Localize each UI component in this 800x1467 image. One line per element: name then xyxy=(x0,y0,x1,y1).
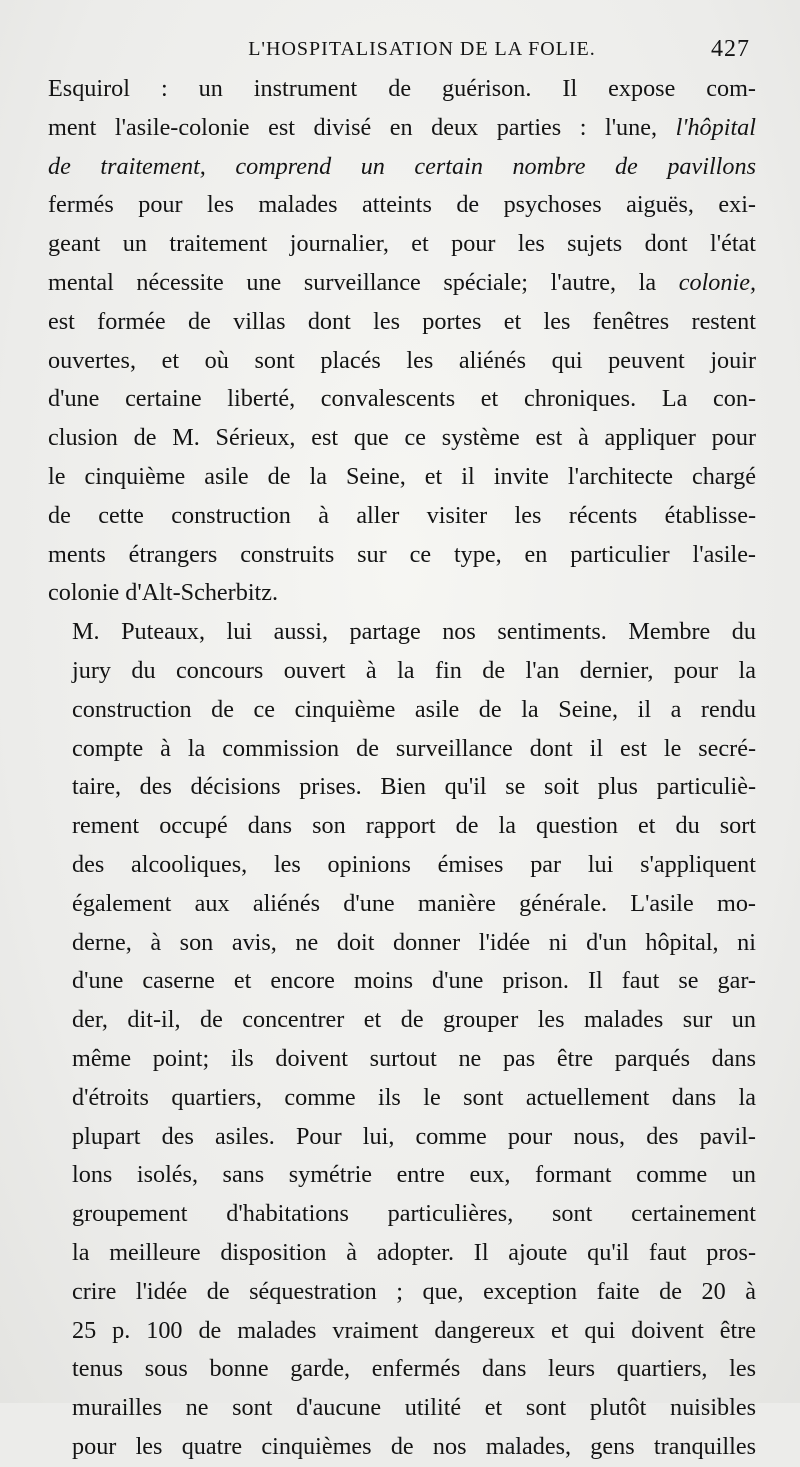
text-line: tenus sous bonne garde, enfermés dans leurs quartiers, les xyxy=(72,1355,756,1383)
paragraph-2 xyxy=(48,613,756,1467)
text-line: geant un traitement journalier, et pour les sujets dont l'état xyxy=(48,230,756,258)
text-line: fermés pour les malades atteints de psychoses aiguës, exi- xyxy=(48,191,756,219)
running-title: L'HOSPITALISATION DE LA FOLIE. xyxy=(248,38,596,60)
text-line xyxy=(48,264,756,303)
text-line: der, dit-il, de concentrer et de grouper les malades sur un xyxy=(72,1006,756,1034)
text-line: la meilleure disposition à adopter. Il ajoute qu'il faut pros- xyxy=(72,1238,756,1266)
text-line: colonie d'Alt-Scherbitz. xyxy=(48,579,279,607)
text-line: plupart des asiles. Pour lui, comme pour nous, des pavil- xyxy=(72,1122,756,1150)
text-line: construction de ce cinquième asile de la Seine, il a rendu xyxy=(72,695,756,723)
text-line: même point; ils doivent surtout ne pas être parqués dans xyxy=(72,1044,756,1072)
text-line: M. Puteaux, lui aussi, partage nos sentiments. Membre du xyxy=(72,618,756,646)
text-line: d'une caserne et encore moins d'une prison. Il faut se gar- xyxy=(72,967,756,995)
text-line: également aux aliénés d'une manière générale. L'asile mo- xyxy=(72,889,756,917)
text-line: est formée de villas dont les portes et les fenêtres restent xyxy=(48,307,756,335)
text-line: pour les quatre cinquièmes de nos malades, gens tranquilles xyxy=(72,1432,756,1460)
italic-term: colonie, xyxy=(678,268,756,296)
italic-term: l'hôpital xyxy=(675,113,756,141)
text-line: clusion de M. Sérieux, est que ce système est à appliquer pour xyxy=(48,424,756,452)
text-line: crire l'idée de séquestration ; que, exception faite de 20 à xyxy=(72,1277,756,1305)
text-line xyxy=(48,148,756,187)
text-line: rement occupé dans son rapport de la question et du sort xyxy=(72,812,756,840)
text-line: ouvertes, et où sont placés les aliénés qui peuvent jouir xyxy=(48,346,756,374)
italic-term: traitement, comprend un certain nombre de pavillons xyxy=(100,152,757,180)
text-segment: ment l'asile-colonie est divisé en deux parties : l'une, xyxy=(48,113,676,141)
text-line: compte à la commission de surveillance dont il est le secré- xyxy=(72,734,756,762)
text-line: jury du concours ouvert à la fin de l'an dernier, pour la xyxy=(72,656,756,684)
text-line: murailles ne sont d'aucune utilité et sont plutôt nuisibles xyxy=(72,1394,756,1422)
text-line: 25 p. 100 de malades vraiment dangereux et qui doivent être xyxy=(72,1316,756,1344)
text-line: d'une certaine liberté, convalescents et chroniques. La con- xyxy=(48,385,756,413)
text-line: ments étrangers construits sur ce type, en particulier l'asile- xyxy=(48,540,756,568)
text-line: taire, des décisions prises. Bien qu'il se soit plus particuliè- xyxy=(72,773,756,801)
text-line: groupement d'habitations particulières, sont certainement xyxy=(72,1200,756,1228)
text-line xyxy=(48,109,756,148)
text-segment: mental nécessite une surveillance spéciale; l'autre, la xyxy=(48,268,679,296)
running-head xyxy=(48,30,756,70)
text-line: des alcooliques, les opinions émises par lui s'appliquent xyxy=(72,850,756,878)
body-text xyxy=(48,70,756,1467)
text-line: derne, à son avis, ne doit donner l'idée ni d'un hôpital, ni xyxy=(72,928,756,956)
text-line: de cette construction à aller visiter les récents établisse- xyxy=(48,501,756,529)
paragraph-1 xyxy=(48,70,756,613)
text-line: le cinquième asile de la Seine, et il invite l'architecte chargé xyxy=(48,462,756,490)
text-line: Esquirol : un instrument de guérison. Il expose com- xyxy=(48,75,756,102)
text-line: lons isolés, sans symétrie entre eux, formant comme un xyxy=(72,1161,756,1189)
page-number: 427 xyxy=(711,36,750,62)
text-line: d'étroits quartiers, comme ils le sont actuellement dans la xyxy=(72,1083,756,1111)
italic-term: de xyxy=(48,152,71,180)
